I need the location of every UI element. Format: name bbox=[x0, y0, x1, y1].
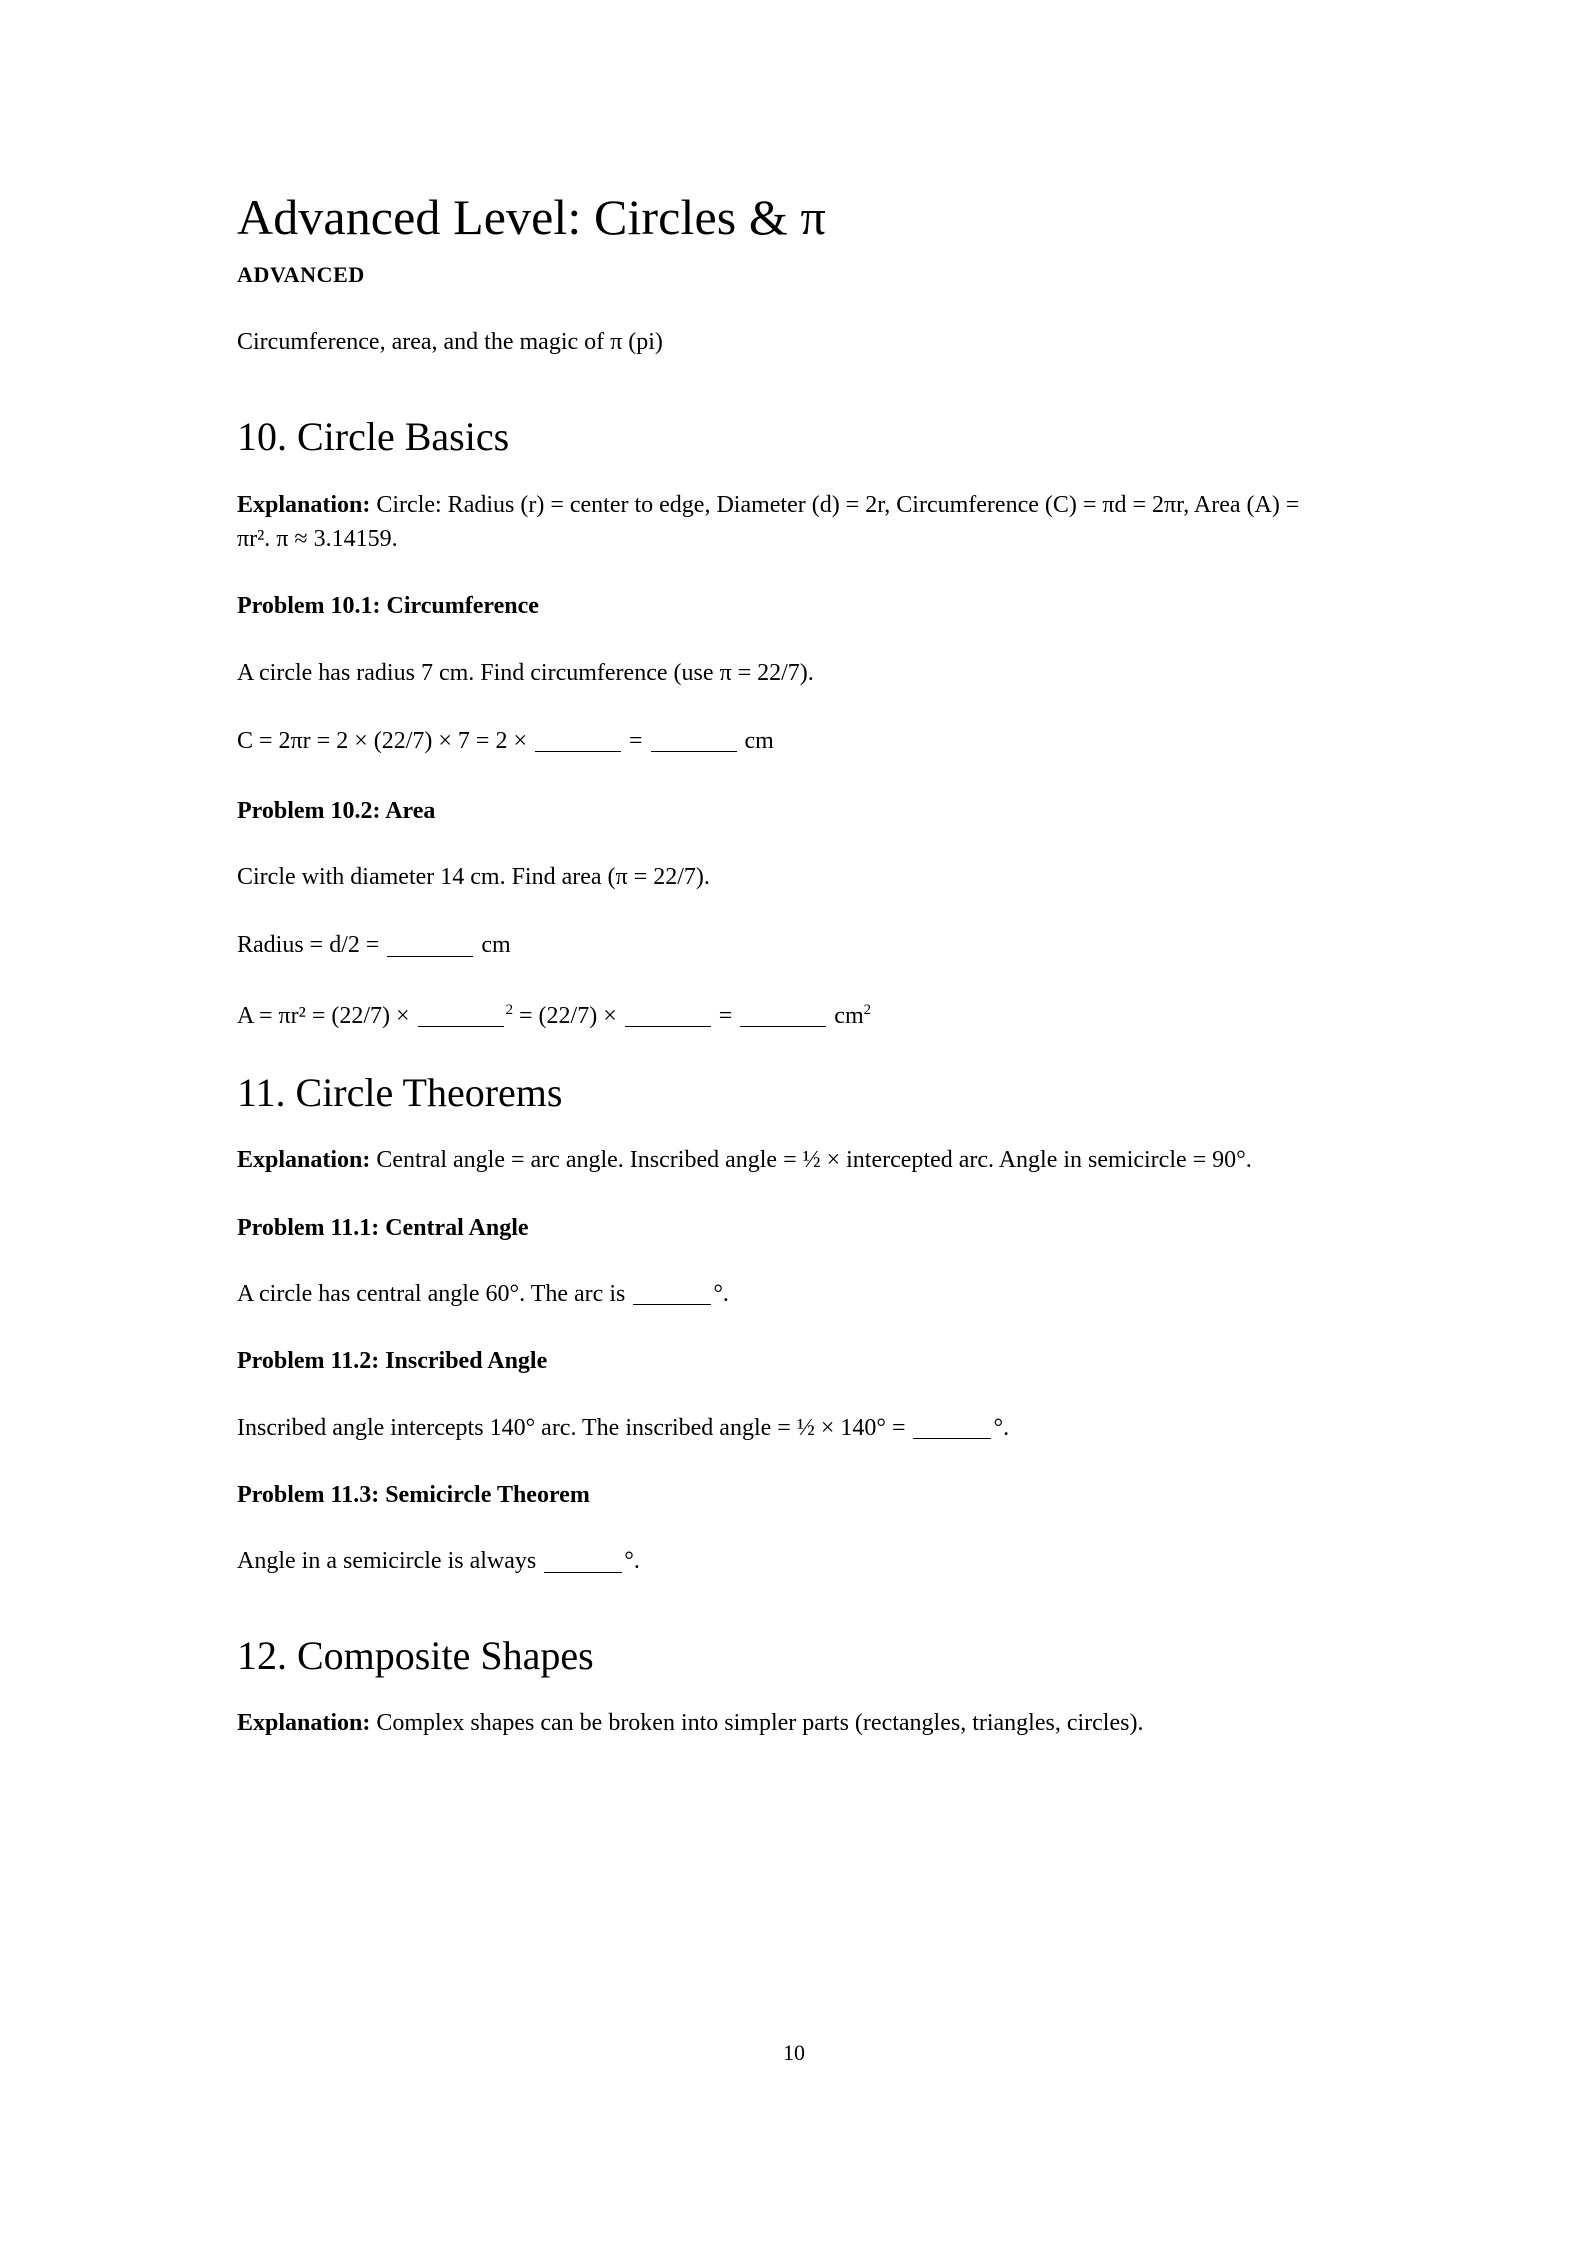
answer-blank-inscribed-angle[interactable] bbox=[913, 1414, 991, 1439]
problem-prompt-11-2 bbox=[237, 1411, 1315, 1445]
explanation-text: Circle: Radius (r) = center to edge, Diameter (d) = 2r, Circumference (C) = πd = 2πr, Area (A) = πr². π ≈ 3.14159. bbox=[237, 491, 1300, 553]
prompt-part-1: Angle in a semicircle is always bbox=[237, 1548, 543, 1575]
problem-prompt-11-3 bbox=[237, 1544, 1315, 1578]
answer-blank-area-1[interactable] bbox=[418, 1002, 504, 1027]
equation-10-2-radius bbox=[237, 928, 1315, 963]
prompt-part-2: °. bbox=[624, 1548, 640, 1575]
prompt-part-1: Inscribed angle intercepts 140° arc. The inscribed angle = ½ × 140° = bbox=[237, 1414, 912, 1441]
level-badge: ADVANCED bbox=[237, 262, 365, 287]
prompt-part-1: A circle has central angle 60°. The arc is bbox=[237, 1281, 632, 1308]
area-part-3: = bbox=[712, 1003, 739, 1030]
page-subtitle: Circumference, area, and the magic of π (pi) bbox=[237, 329, 663, 355]
problem-prompt-10-1: A circle has radius 7 cm. Find circumference (use π = 22/7). bbox=[237, 659, 814, 686]
area-superscript-2: 2 bbox=[863, 1002, 872, 1019]
explanation-label: Explanation: bbox=[237, 1147, 371, 1174]
explanation-label: Explanation: bbox=[237, 491, 371, 518]
answer-blank-central-angle[interactable] bbox=[633, 1280, 711, 1305]
radius-part-1: Radius = d/2 = bbox=[237, 932, 386, 959]
area-superscript-1: 2 bbox=[505, 1002, 514, 1019]
prompt-part-2: °. bbox=[993, 1414, 1010, 1441]
equation-part-1: C = 2πr = 2 × (22/7) × 7 = 2 × bbox=[237, 727, 533, 754]
explanation-text: Central angle = arc angle. Inscribed angle = ½ × intercepted arc. Angle in semicircle = 90°. bbox=[370, 1147, 1252, 1174]
equation-10-1 bbox=[237, 724, 1315, 759]
explanation-label: Explanation: bbox=[237, 1710, 371, 1737]
section-heading-circle-basics: 10. Circle Basics bbox=[237, 414, 510, 460]
problem-heading-11-1: Problem 11.1: Central Angle bbox=[237, 1214, 529, 1241]
problem-prompt-10-2: Circle with diameter 14 cm. Find area (π = 22/7). bbox=[237, 864, 710, 891]
explanation-circle-theorems bbox=[237, 1143, 1315, 1177]
area-part-4: cm bbox=[828, 1003, 864, 1030]
answer-blank-radius[interactable] bbox=[387, 932, 473, 957]
answer-blank-area-2[interactable] bbox=[625, 1002, 711, 1027]
area-part-1: A = πr² = (22/7) × bbox=[237, 1003, 416, 1030]
problem-heading-10-2: Problem 10.2: Area bbox=[237, 797, 436, 824]
prompt-part-2: °. bbox=[713, 1281, 729, 1308]
equation-10-2-area bbox=[237, 999, 1315, 1034]
page-title: Advanced Level: Circles & π bbox=[237, 189, 826, 245]
answer-blank-circumference-2[interactable] bbox=[651, 727, 737, 752]
page-number: 10 bbox=[783, 2040, 805, 2065]
explanation-circle-basics bbox=[237, 488, 1315, 556]
answer-blank-area-3[interactable] bbox=[740, 1002, 826, 1027]
equation-part-2: = bbox=[622, 727, 649, 754]
explanation-text: Complex shapes can be broken into simpler parts (rectangles, triangles, circles). bbox=[370, 1710, 1144, 1737]
radius-part-2: cm bbox=[475, 932, 511, 959]
area-part-2: = (22/7) × bbox=[513, 1003, 623, 1030]
explanation-composite-shapes bbox=[237, 1706, 1315, 1740]
section-heading-circle-theorems: 11. Circle Theorems bbox=[237, 1069, 563, 1115]
answer-blank-semicircle-angle[interactable] bbox=[544, 1548, 622, 1573]
problem-prompt-11-1 bbox=[237, 1277, 1315, 1311]
problem-heading-11-3: Problem 11.3: Semicircle Theorem bbox=[237, 1481, 590, 1508]
problem-heading-11-2: Problem 11.2: Inscribed Angle bbox=[237, 1348, 548, 1375]
equation-part-3: cm bbox=[738, 727, 774, 754]
problem-heading-10-1: Problem 10.1: Circumference bbox=[237, 593, 539, 620]
section-heading-composite-shapes: 12. Composite Shapes bbox=[237, 1632, 594, 1678]
answer-blank-circumference-1[interactable] bbox=[535, 727, 621, 752]
